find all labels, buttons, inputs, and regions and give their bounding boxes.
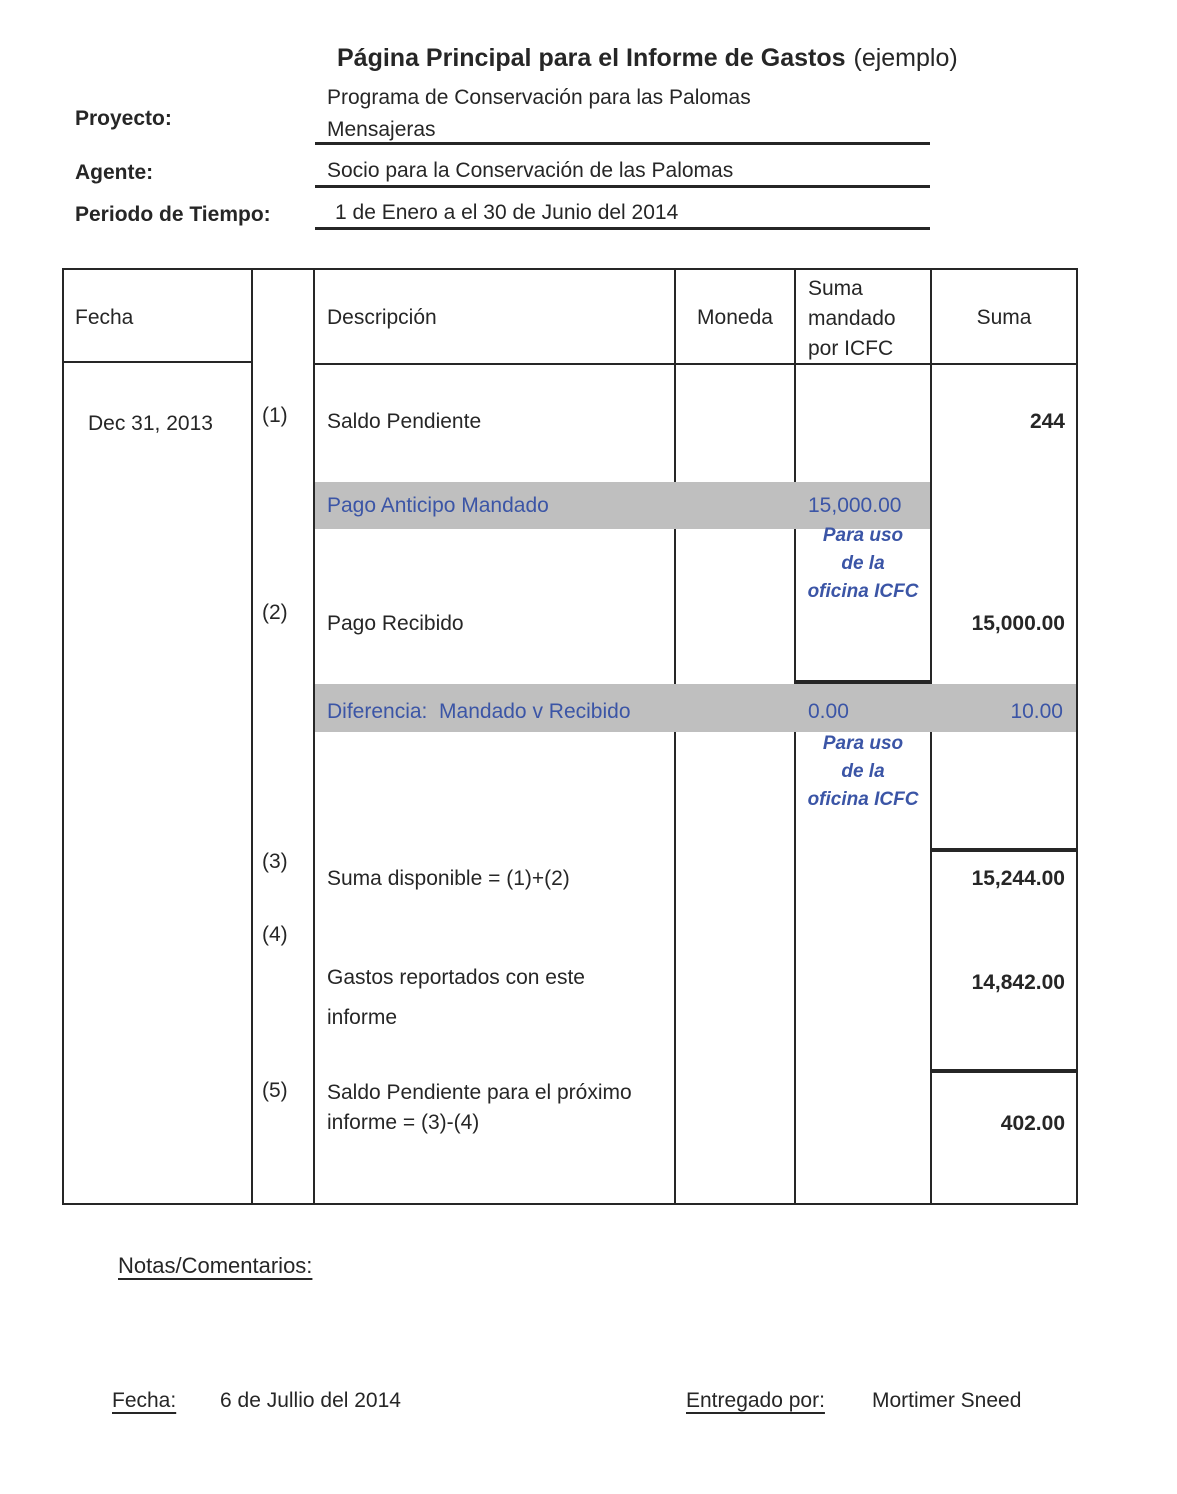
proyecto-value-line2: Mensajeras xyxy=(327,118,436,141)
header-fecha: Fecha xyxy=(75,306,134,329)
footer-fecha-value: 6 de Jullio del 2014 xyxy=(220,1389,401,1412)
agente-value: Socio para la Conservación de las Palomas xyxy=(327,159,734,182)
row3-desc: Suma disponible = (1)+(2) xyxy=(327,867,570,890)
notas-comentarios-label: Notas/Comentarios: xyxy=(118,1253,313,1278)
row-anticipo-desc: Pago Anticipo Mandado xyxy=(327,494,549,517)
row5-desc-line1: Saldo Pendiente para el próximo xyxy=(327,1081,632,1104)
periodo-label: Periodo de Tiempo: xyxy=(75,203,271,226)
icfc-cell-bottom-border xyxy=(794,680,932,684)
row1-fecha: Dec 31, 2013 xyxy=(88,412,213,435)
row5-num: (5) xyxy=(262,1079,288,1102)
row4-desc-line2: informe xyxy=(327,1006,398,1029)
entregado-por-label: Entregado por: xyxy=(686,1389,825,1412)
icfc-note2-line2: de la xyxy=(841,761,885,782)
row2-suma: 15,000.00 xyxy=(971,612,1065,635)
page-title-main: Página Principal para el Informe de Gastos xyxy=(337,44,846,72)
row1-num: (1) xyxy=(262,404,288,427)
icfc-note1-line2: de la xyxy=(841,553,885,574)
row4-num: (4) xyxy=(262,923,288,946)
row5-suma: 402.00 xyxy=(1000,1112,1065,1135)
header-bottom-border-left xyxy=(62,361,253,363)
periodo-value: 1 de Enero a el 30 de Junio del 2014 xyxy=(335,201,679,224)
icfc-note2-line1: Para uso xyxy=(822,733,904,754)
header-moneda: Moneda xyxy=(697,306,773,329)
row3-suma: 15,244.00 xyxy=(971,867,1065,890)
header-descripcion: Descripción xyxy=(327,306,437,329)
icfc-note2-line3: oficina ICFC xyxy=(807,789,919,810)
proyecto-underline xyxy=(315,142,930,145)
row4-suma: 14,842.00 xyxy=(971,971,1065,994)
periodo-underline xyxy=(315,227,930,230)
row-diferencia-desc: Diferencia: Mandado v Recibido xyxy=(327,700,631,723)
proyecto-label: Proyecto: xyxy=(75,107,172,130)
header-suma: Suma xyxy=(976,306,1032,329)
agente-label: Agente: xyxy=(75,161,154,184)
row4-desc-line1: Gastos reportados con este xyxy=(327,966,585,989)
row-diferencia-icfc-value: 0.00 xyxy=(808,700,849,723)
row2-num: (2) xyxy=(262,601,288,624)
row1-desc: Saldo Pendiente xyxy=(327,410,482,433)
row-diferencia-suma: 10.00 xyxy=(1010,700,1063,723)
row1-suma: 244 xyxy=(1029,410,1065,433)
agente-underline xyxy=(315,185,930,188)
col-divider-descripcion xyxy=(674,270,676,1203)
col-divider-num xyxy=(313,270,315,1203)
row2-desc: Pago Recibido xyxy=(327,612,464,635)
icfc-note1-line3: oficina ICFC xyxy=(807,581,919,602)
row3-num: (3) xyxy=(262,850,288,873)
header-suma-mandado: Suma mandado por ICFC xyxy=(808,277,896,360)
page-title xyxy=(337,44,958,73)
icfc-note1-line1: Para uso xyxy=(822,525,904,546)
page-title-suffix: (ejemplo) xyxy=(853,44,958,72)
entregado-por-value: Mortimer Sneed xyxy=(872,1389,1022,1412)
footer-fecha-label: Fecha: xyxy=(112,1389,177,1412)
col-divider-fecha xyxy=(251,270,253,1203)
header-bottom-border-right xyxy=(313,363,1078,365)
proyecto-value-line1: Programa de Conservación para las Palomas xyxy=(327,86,751,109)
suma-cell-top-border-row5 xyxy=(930,1069,1078,1073)
suma-cell-top-border-row3 xyxy=(930,848,1078,852)
row5-desc-line2: informe = (3)-(4) xyxy=(327,1111,480,1134)
row-anticipo-icfc-value: 15,000.00 xyxy=(808,494,902,517)
